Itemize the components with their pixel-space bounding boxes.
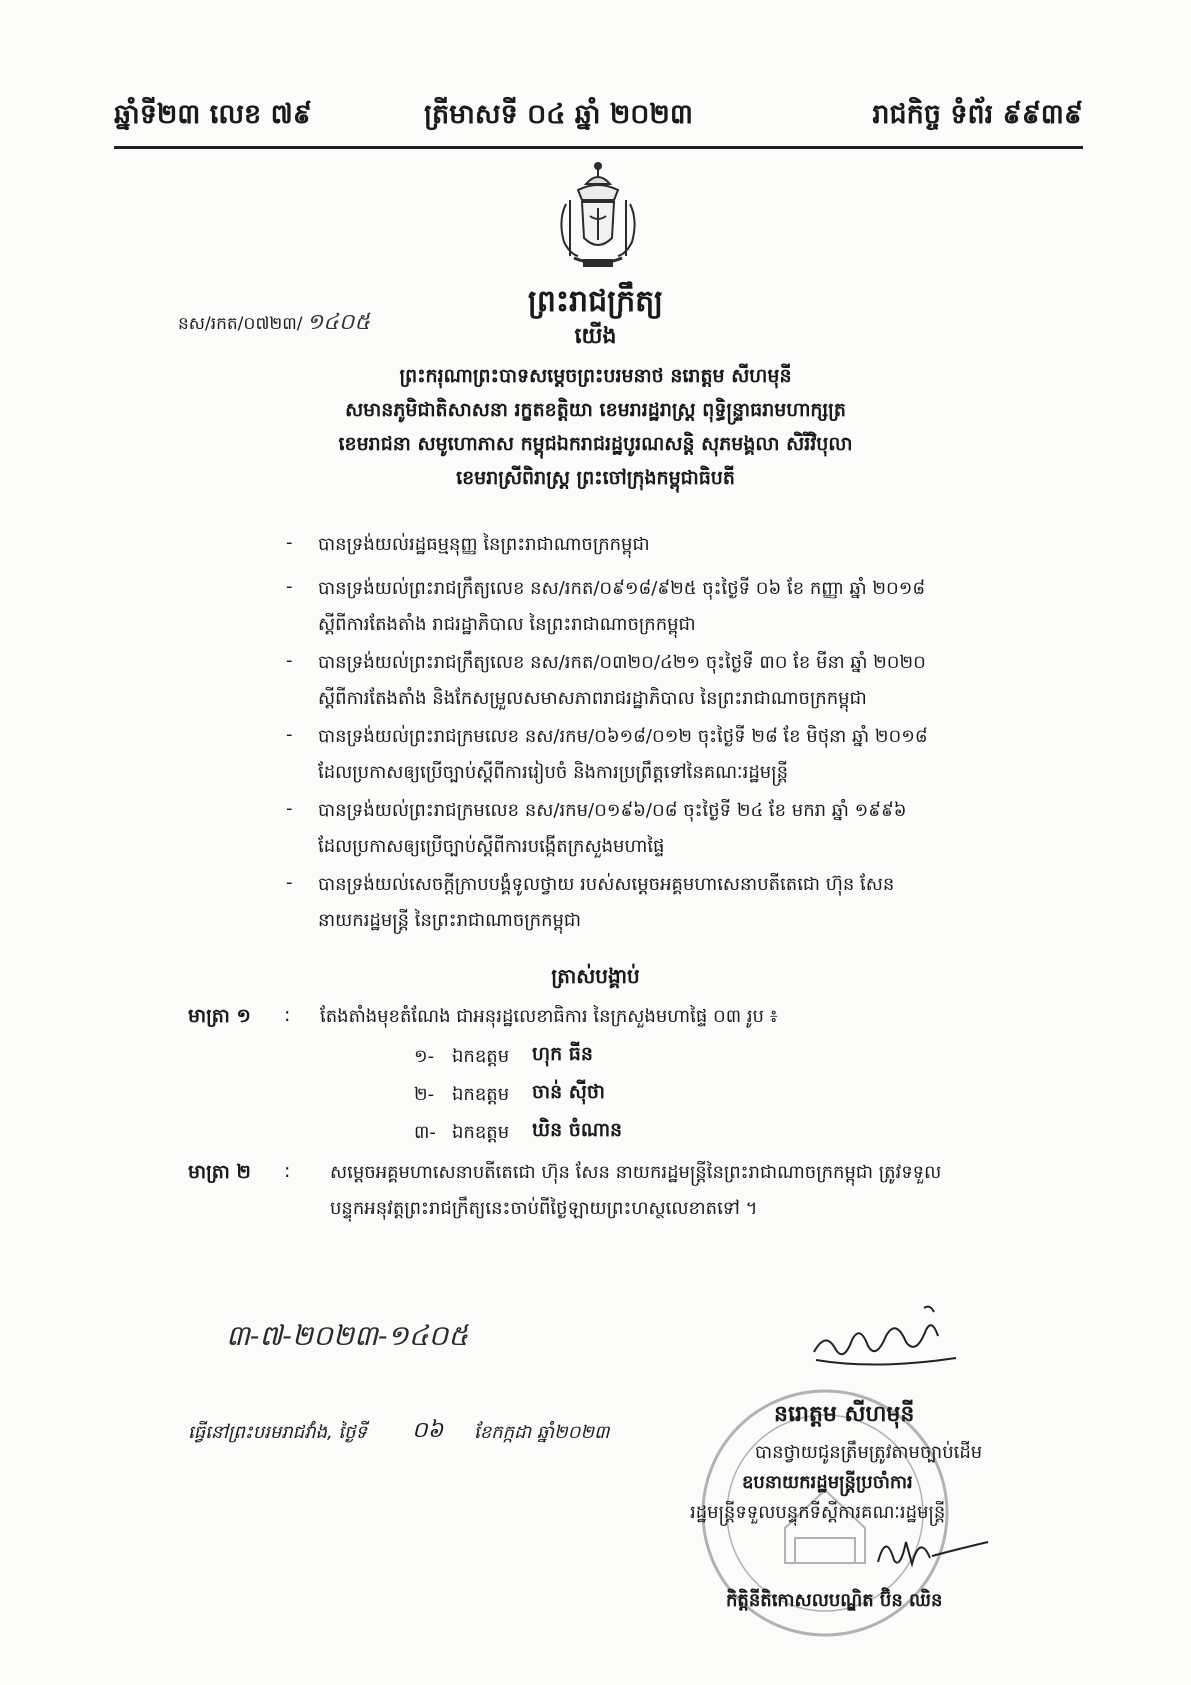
appointee-2-name: ចាន់ ស៊ីថា bbox=[532, 1081, 605, 1103]
consideration-3-line-1: បានទ្រង់យល់ព្រះរាជក្រឹត្យលេខ នស/រកត/០៣២០/៤២១ ចុះថ្ងៃទី ៣០ ខែ មីនា ឆ្នាំ ២០២០ bbox=[318, 652, 926, 673]
article-1-label: មាត្រា ១ bbox=[188, 1005, 251, 1027]
article-1-colon: : bbox=[284, 1004, 291, 1026]
consideration-5-line-2: ដែលប្រកាសឲ្យប្រើច្បាប់ស្តីពីការបង្កើតក្រសួងមហាផ្ទៃ bbox=[318, 836, 665, 857]
handwritten-date: ៣-៧-២០២៣-១៤០៥ bbox=[226, 1319, 469, 1352]
consideration-2-dash: - bbox=[286, 576, 293, 597]
appointee-1-number: ១- bbox=[414, 1046, 435, 1067]
article-2-line-2: បន្ទុកអនុវត្តព្រះរាជក្រឹត្យនេះចាប់ពីថ្ងៃឡាយព្រះហស្ថលេខាតទៅ ។ bbox=[330, 1198, 758, 1219]
countersign-line-2: ឧបនាយករដ្ឋមន្ត្រីប្រចាំការ bbox=[742, 1472, 913, 1493]
appointee-3-name: ឃិន ចំណាន bbox=[532, 1119, 623, 1141]
appointee-2-title: ឯកឧត្តម bbox=[452, 1084, 510, 1105]
countersigner-name: កិត្តិនីតិកោសលបណ្ឌិត ប៊ិន ឈិន bbox=[726, 1590, 943, 1611]
header-year-issue: ឆ្នាំទី២៣ លេខ ៧៩ bbox=[114, 99, 312, 130]
royal-signature-icon bbox=[806, 1300, 966, 1370]
appointee-3-number: ៣- bbox=[414, 1122, 436, 1143]
article-2-colon: : bbox=[284, 1160, 291, 1182]
reference-printed: នស/រកត/០៧២៣/ bbox=[178, 314, 303, 334]
minister-signature-icon bbox=[872, 1522, 992, 1572]
royal-title-line-4: ខេមរាស្រីពិរាស្ត្រ ព្រះចៅក្រុងកម្ពុជាធិបតី bbox=[456, 467, 735, 489]
royal-title-line-3: ខេមរាជនា សមូហោភាស កម្ពុជឯករាជរដ្ឋបូរណសន្តិ សុភមង្គលា សិរីវិបុលា bbox=[338, 433, 853, 455]
countersign-line-3: រដ្ឋមន្ត្រីទទួលបន្ទុកទីស្តីការគណៈរដ្ឋមន្ត្រី bbox=[690, 1502, 946, 1523]
royal-arms-emblem-icon bbox=[548, 160, 648, 272]
royal-title-line-2: សមានភូមិជាតិសាសនា រក្ខតខត្តិយា ខេមរារដ្ឋរាស្ត្រ ពុទ្ធិន្ទ្រាធរាមហាក្សត្រ bbox=[345, 399, 846, 421]
decision-heading: ត្រាស់បង្គាប់ bbox=[551, 964, 640, 988]
consideration-2-line-1: បានទ្រង់យល់ព្រះរាជក្រឹត្យលេខ នស/រកត/០៩១៨/៩២៥ ចុះថ្ងៃទី ០៦ ខែ កញ្ញា ឆ្នាំ ២០១៨ bbox=[318, 578, 926, 599]
place-date-day: ០៦ bbox=[412, 1418, 444, 1443]
consideration-6-line-1: បានទ្រង់យល់សេចក្តីក្រាបបង្គំទូលថ្វាយ របស់សម្តេចអគ្គមហាសេនាបតីតេជោ ហ៊ុន សែន bbox=[318, 874, 895, 895]
consideration-5-dash: - bbox=[286, 798, 293, 819]
consideration-1-dash: - bbox=[286, 532, 293, 553]
article-2-label: មាត្រា ២ bbox=[188, 1161, 251, 1183]
appointee-1-title: ឯកឧត្តម bbox=[452, 1046, 510, 1067]
consideration-4-line-1: បានទ្រង់យល់ព្រះរាជក្រមលេខ នស/រកម/០៦១៨/០១២ ចុះថ្ងៃទី ២៨ ខែ មិថុនា ឆ្នាំ ២០១៨ bbox=[318, 726, 928, 747]
header-quarter: ត្រីមាសទី ០៤ ឆ្នាំ ២០២៣ bbox=[424, 99, 693, 130]
header-page-number: រាជកិច្ច ទំព័រ ៩៩៣៩ bbox=[872, 99, 1083, 130]
consideration-6-dash: - bbox=[286, 872, 293, 893]
article-1-text: តែងតាំងមុខតំណែង ជាអនុរដ្ឋលេខាធិការ នៃក្រសួងមហាផ្ទៃ ០៣ រូប ៖ bbox=[320, 1006, 778, 1027]
consideration-2-line-2: ស្តីពីការតែងតាំង រាជរដ្ឋាភិបាល នៃព្រះរាជាណាចក្រកម្ពុជា bbox=[318, 614, 696, 635]
king-name: នរោត្តម សីហមុនី bbox=[774, 1402, 915, 1427]
decree-title: ព្រះរាជក្រឹត្យ bbox=[527, 284, 664, 319]
place-date-month-year: ខែកក្កដា ឆ្នាំ២០២៣ bbox=[474, 1422, 610, 1443]
consideration-3-line-2: ស្តីពីការតែងតាំង និងកែសម្រួលសមាសភាពរាជរដ្ឋាភិបាល នៃព្រះរាជាណាចក្រកម្ពុជា bbox=[318, 688, 867, 709]
we-heading: យើង bbox=[574, 324, 617, 349]
appointee-3-title: ឯកឧត្តម bbox=[452, 1122, 510, 1143]
appointee-1-name: ហុក ធីន bbox=[532, 1043, 593, 1065]
consideration-4-dash: - bbox=[286, 724, 293, 745]
consideration-5-line-1: បានទ្រង់យល់ព្រះរាជក្រមលេខ នស/រកម/០១៩៦/០៨ ចុះថ្ងៃទី ២៤ ខែ មករា ឆ្នាំ ១៩៩៦ bbox=[318, 800, 907, 821]
countersign-line-1: បានថ្វាយជូនត្រឹមត្រូវតាមច្បាប់ដើម bbox=[755, 1442, 983, 1463]
consideration-6-line-2: នាយករដ្ឋមន្ត្រី នៃព្រះរាជាណាចក្រកម្ពុជា bbox=[318, 910, 582, 931]
consideration-4-line-2: ដែលប្រកាសឲ្យប្រើច្បាប់ស្តីពីការរៀបចំ និងការប្រព្រឹត្តទៅនៃគណៈរដ្ឋមន្ត្រី bbox=[318, 762, 789, 783]
reference-handwritten: ១៤០៥ bbox=[306, 310, 370, 335]
appointee-2-number: ២- bbox=[414, 1084, 435, 1105]
consideration-3-dash: - bbox=[286, 650, 293, 671]
royal-title-line-1: ព្រះករុណាព្រះបាទសម្តេចព្រះបរមនាថ នរោត្តម សីហមុនី bbox=[399, 365, 792, 387]
header-rule bbox=[114, 146, 1083, 149]
consideration-1-line-1: បានទ្រង់យល់រដ្ឋធម្មនុញ្ញ នៃព្រះរាជាណាចក្រកម្ពុជា bbox=[318, 534, 650, 555]
article-2-line-1: សម្តេចអគ្គមហាសេនាបតីតេជោ ហ៊ុន សែន នាយករដ្ឋមន្ត្រីនៃព្រះរាជាណាចក្រកម្ពុជា ត្រូវទទួល bbox=[330, 1162, 942, 1183]
place-date-label: ធ្វើនៅព្រះបរមរាជវាំង, ថ្ងៃទី bbox=[188, 1422, 367, 1443]
